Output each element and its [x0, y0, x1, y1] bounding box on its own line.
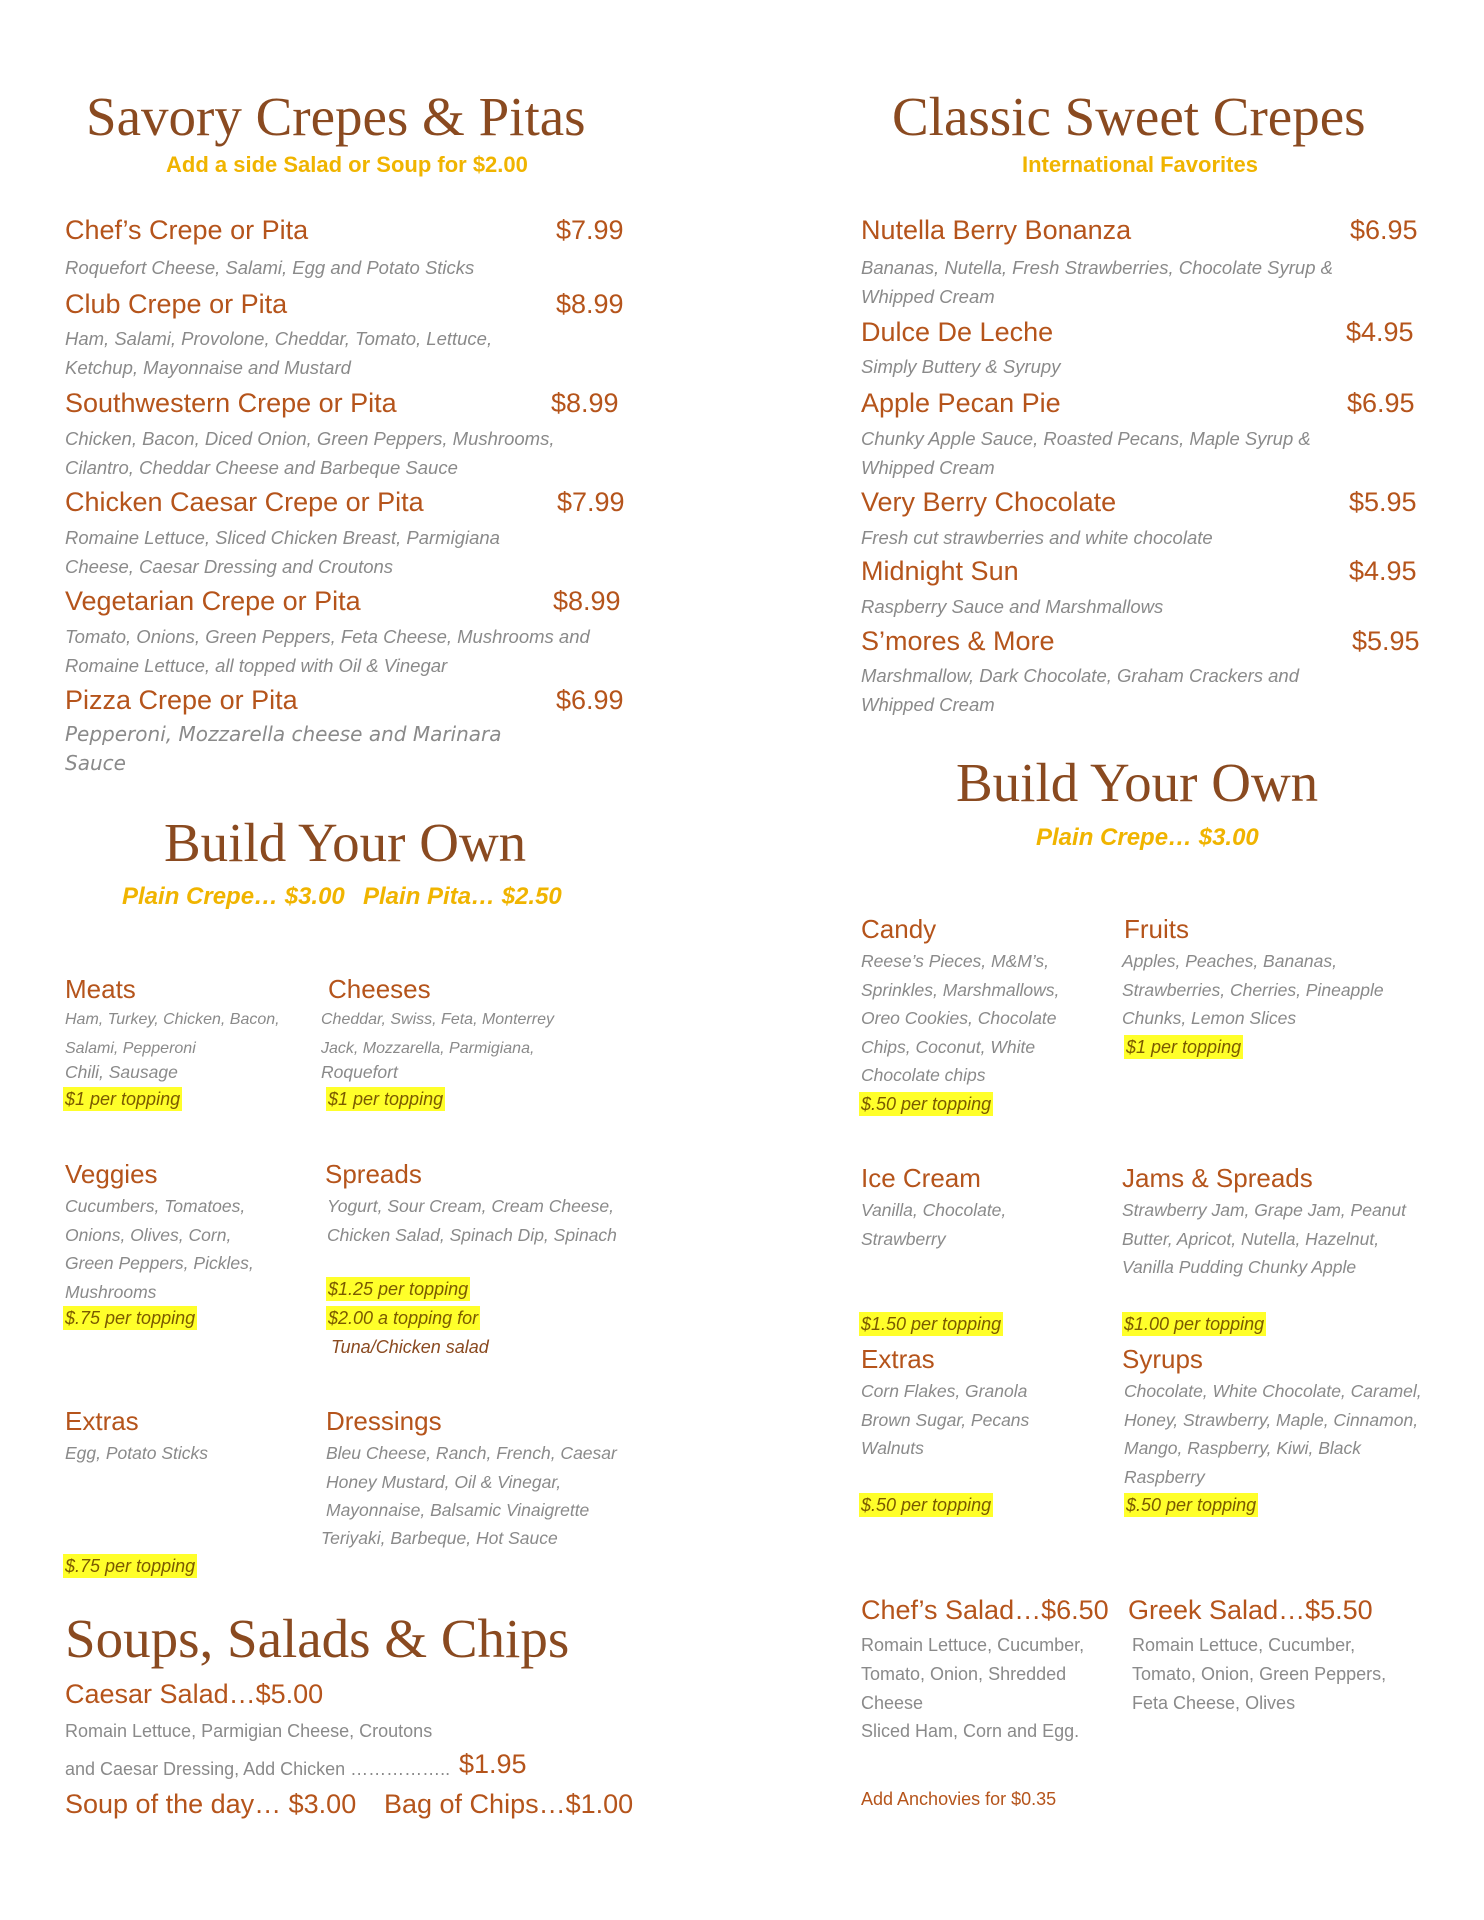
fruits-title: Fruits: [1124, 914, 1189, 944]
build-subtitle-crepe: Plain Crepe… $3.00: [122, 883, 345, 910]
savory-item-name: Chicken Caesar Crepe or Pita: [65, 487, 424, 517]
build-right-subtitle: Plain Crepe… $3.00: [1036, 824, 1259, 851]
sweet-item-name: Apple Pecan Pie: [861, 388, 1061, 418]
dressings-list: Bleu Cheese, Ranch, French, Caesar Honey Mustard, Oil & Vinegar, Mayonnaise, Balsamic Vinaigrette: [326, 1443, 617, 1520]
chefs-salad-desc: Romain Lettuce, Cucumber, Tomato, Onion, Shredded Cheese: [861, 1635, 1085, 1713]
sweet-item-desc: Simply Buttery & Syrupy: [861, 356, 1061, 377]
extras-right-title: Extras: [861, 1344, 935, 1374]
cheeses-price: [326, 1087, 445, 1111]
meats-list: Ham, Turkey, Chicken, Bacon, Salami, Pepperoni: [65, 1011, 280, 1057]
veggies-price-text: $.75 per topping: [65, 1308, 196, 1328]
candy-price: [859, 1092, 993, 1116]
dressings-title: Dressings: [326, 1406, 442, 1436]
savory-item-price: $7.99: [556, 215, 624, 245]
jams-price: [1122, 1312, 1266, 1336]
build-title: Build Your Own: [164, 812, 527, 873]
spreads-price-2-text: $2.00 a topping for: [328, 1308, 479, 1328]
savory-item-name: Vegetarian Crepe or Pita: [65, 586, 361, 616]
spreads-price-text: $1.25 per topping: [328, 1279, 469, 1299]
syrups-price: [1124, 1493, 1258, 1517]
savory-item-price: $7.99: [557, 487, 625, 517]
sweet-item-name: Nutella Berry Bonanza: [861, 215, 1132, 245]
extras-title: Extras: [65, 1406, 139, 1436]
cheeses-list-2: Roquefort: [321, 1062, 398, 1082]
chefs-salad-desc-2: Sliced Ham, Corn and Egg.: [861, 1721, 1080, 1741]
icecream-price: [859, 1312, 1003, 1336]
sweet-item-desc: Raspberry Sauce and Marshmallows: [861, 596, 1164, 617]
extras-right-list: Corn Flakes, Granola Brown Sugar, Pecans Walnuts: [861, 1381, 1030, 1458]
sweet-subtitle: International Favorites: [1022, 152, 1258, 177]
greek-salad: Greek Salad…$5.50: [1128, 1595, 1373, 1625]
candy-title: Candy: [861, 914, 937, 944]
candy-price-text: $.50 per topping: [861, 1094, 992, 1114]
spreads-price: [326, 1277, 470, 1301]
extras-right-price: [859, 1493, 993, 1517]
spreads-list: Yogurt, Sour Cream, Cream Cheese, Chicken Salad, Spinach Dip, Spinach: [327, 1196, 617, 1245]
savory-item-price: $8.99: [553, 586, 621, 616]
jams-list: Strawberry Jam, Grape Jam, Peanut Butter, Apricot, Nutella, Hazelnut, Vanilla Pudding Chunky Apple: [1122, 1200, 1406, 1277]
cheeses-title: Cheeses: [328, 974, 431, 1004]
caesar-desc: Romain Lettuce, Parmigian Cheese, Croutons: [65, 1721, 433, 1741]
sweet-item-name: Dulce De Leche: [861, 317, 1054, 347]
spreads-title: Spreads: [325, 1159, 422, 1189]
savory-item-desc: Pepperoni, Mozzarella cheese and Marinara Sauce: [65, 722, 502, 775]
savory-item-name: Pizza Crepe or Pita: [65, 685, 298, 715]
chicken-price: $1.95: [459, 1749, 527, 1779]
fruits-price-text: $1 per topping: [1126, 1037, 1242, 1057]
sweet-item-price: $5.95: [1349, 487, 1417, 517]
icecream-title: Ice Cream: [861, 1163, 981, 1193]
soup-of-day: Soup of the day… $3.00: [65, 1789, 357, 1819]
savory-item-desc: Chicken, Bacon, Diced Onion, Green Peppers, Mushrooms, Cilantro, Cheddar Cheese and Barbeque Sauce: [65, 428, 555, 478]
greek-salad-desc: Romain Lettuce, Cucumber, Tomato, Onion, Green Peppers, Feta Cheese, Olives: [1132, 1635, 1387, 1713]
sweet-item-desc: Bananas, Nutella, Fresh Strawberries, Chocolate Syrup & Whipped Cream: [861, 257, 1333, 307]
jams-title: Jams & Spreads: [1122, 1163, 1313, 1193]
savory-item-name: Chef’s Crepe or Pita: [65, 215, 309, 245]
sweet-item-price: $6.95: [1347, 388, 1415, 418]
savory-item-name: Club Crepe or Pita: [65, 289, 288, 319]
caesar-desc-2: and Caesar Dressing, Add Chicken ……………..: [65, 1759, 451, 1779]
syrups-title: Syrups: [1122, 1344, 1203, 1374]
soups-title: Soups, Salads & Chips: [65, 1608, 570, 1669]
extras-price-text: $.75 per topping: [65, 1556, 196, 1576]
build-subtitle-pita: Plain Pita… $2.50: [363, 883, 562, 910]
chefs-salad: Chef’s Salad…$6.50: [861, 1595, 1109, 1625]
sweet-item-desc: Chunky Apple Sauce, Roasted Pecans, Maple Syrup & Whipped Cream: [861, 428, 1311, 478]
meats-title: Meats: [65, 974, 136, 1004]
sweet-item-name: Midnight Sun: [861, 556, 1019, 586]
sweet-item-price: $4.95: [1349, 556, 1417, 586]
jams-price-text: $1.00 per topping: [1124, 1314, 1265, 1334]
sweet-item-name: Very Berry Chocolate: [861, 487, 1117, 517]
sweet-item-desc: Marshmallow, Dark Chocolate, Graham Crackers and Whipped Cream: [861, 665, 1299, 715]
candy-list: Reese’s Pieces, M&M’s, Sprinkles, Marshmallows, Oreo Cookies, Chocolate Chips, Coconut, White Chocolate chips: [861, 951, 1060, 1085]
cheeses-list: Cheddar, Swiss, Feta, Monterrey Jack, Mozzarella, Parmigiana,: [321, 1011, 554, 1057]
savory-item-name: Southwestern Crepe or Pita: [65, 388, 397, 418]
sweet-item-price: $4.95: [1346, 317, 1414, 347]
dressings-list-2: Teriyaki, Barbeque, Hot Sauce: [321, 1528, 558, 1548]
meats-price: [63, 1087, 182, 1111]
sweet-item-desc: Fresh cut strawberries and white chocolate: [861, 527, 1213, 548]
veggies-title: Veggies: [65, 1159, 158, 1189]
savory-title: Savory Crepes & Pitas: [86, 86, 586, 147]
savory-item-desc: Romaine Lettuce, Sliced Chicken Breast, Parmigiana Cheese, Caesar Dressing and Croutons: [65, 527, 500, 577]
meats-price-text: $1 per topping: [65, 1089, 181, 1109]
extras-price: [63, 1554, 197, 1578]
fruits-list: Apples, Peaches, Bananas, Strawberries, Cherries, Pineapple Chunks, Lemon Slices: [1122, 951, 1384, 1028]
meats-list-2: Chili, Sausage: [65, 1062, 178, 1082]
icecream-list: Vanilla, Chocolate, Strawberry: [861, 1200, 1007, 1249]
icecream-price-text: $1.50 per topping: [861, 1314, 1002, 1334]
savory-item-price: $6.99: [556, 685, 624, 715]
extras-list: Egg, Potato Sticks: [65, 1443, 208, 1463]
anchovies-note: Add Anchovies for $0.35: [861, 1789, 1057, 1809]
savory-item-desc: Ham, Salami, Provolone, Cheddar, Tomato, Lettuce, Ketchup, Mayonnaise and Mustard: [65, 328, 493, 378]
fruits-price: [1124, 1035, 1243, 1059]
bag-of-chips: Bag of Chips…$1.00: [384, 1789, 634, 1819]
savory-subtitle: Add a side Salad or Soup for $2.00: [166, 152, 528, 177]
sweet-item-price: $5.95: [1352, 626, 1420, 656]
syrups-price-text: $.50 per topping: [1126, 1495, 1257, 1515]
veggies-price: [63, 1306, 197, 1330]
spreads-note: Tuna/Chicken salad: [331, 1337, 489, 1357]
sweet-item-price: $6.95: [1350, 215, 1418, 245]
savory-item-desc: Roquefort Cheese, Salami, Egg and Potato Sticks: [65, 257, 475, 278]
extras-right-price-text: $.50 per topping: [861, 1495, 992, 1515]
savory-item-price: $8.99: [551, 388, 619, 418]
veggies-list: Cucumbers, Tomatoes, Onions, Olives, Corn, Green Peppers, Pickles, Mushrooms: [65, 1196, 254, 1302]
syrups-list: Chocolate, White Chocolate, Caramel, Honey, Strawberry, Maple, Cinnamon, Mango, Raspberry, Kiwi, Black Raspberry: [1124, 1381, 1422, 1487]
sweet-title: Classic Sweet Crepes: [892, 86, 1366, 147]
spreads-price-2: [326, 1306, 480, 1330]
build-right-title: Build Your Own: [956, 752, 1319, 813]
cheeses-price-text: $1 per topping: [328, 1089, 444, 1109]
savory-item-desc: Tomato, Onions, Green Peppers, Feta Cheese, Mushrooms and Romaine Lettuce, all topped with Oil & Vinegar: [65, 626, 590, 676]
sweet-item-name: S’mores & More: [861, 626, 1055, 656]
savory-item-price: $8.99: [556, 289, 624, 319]
caesar-salad: Caesar Salad…$5.00: [65, 1679, 324, 1709]
